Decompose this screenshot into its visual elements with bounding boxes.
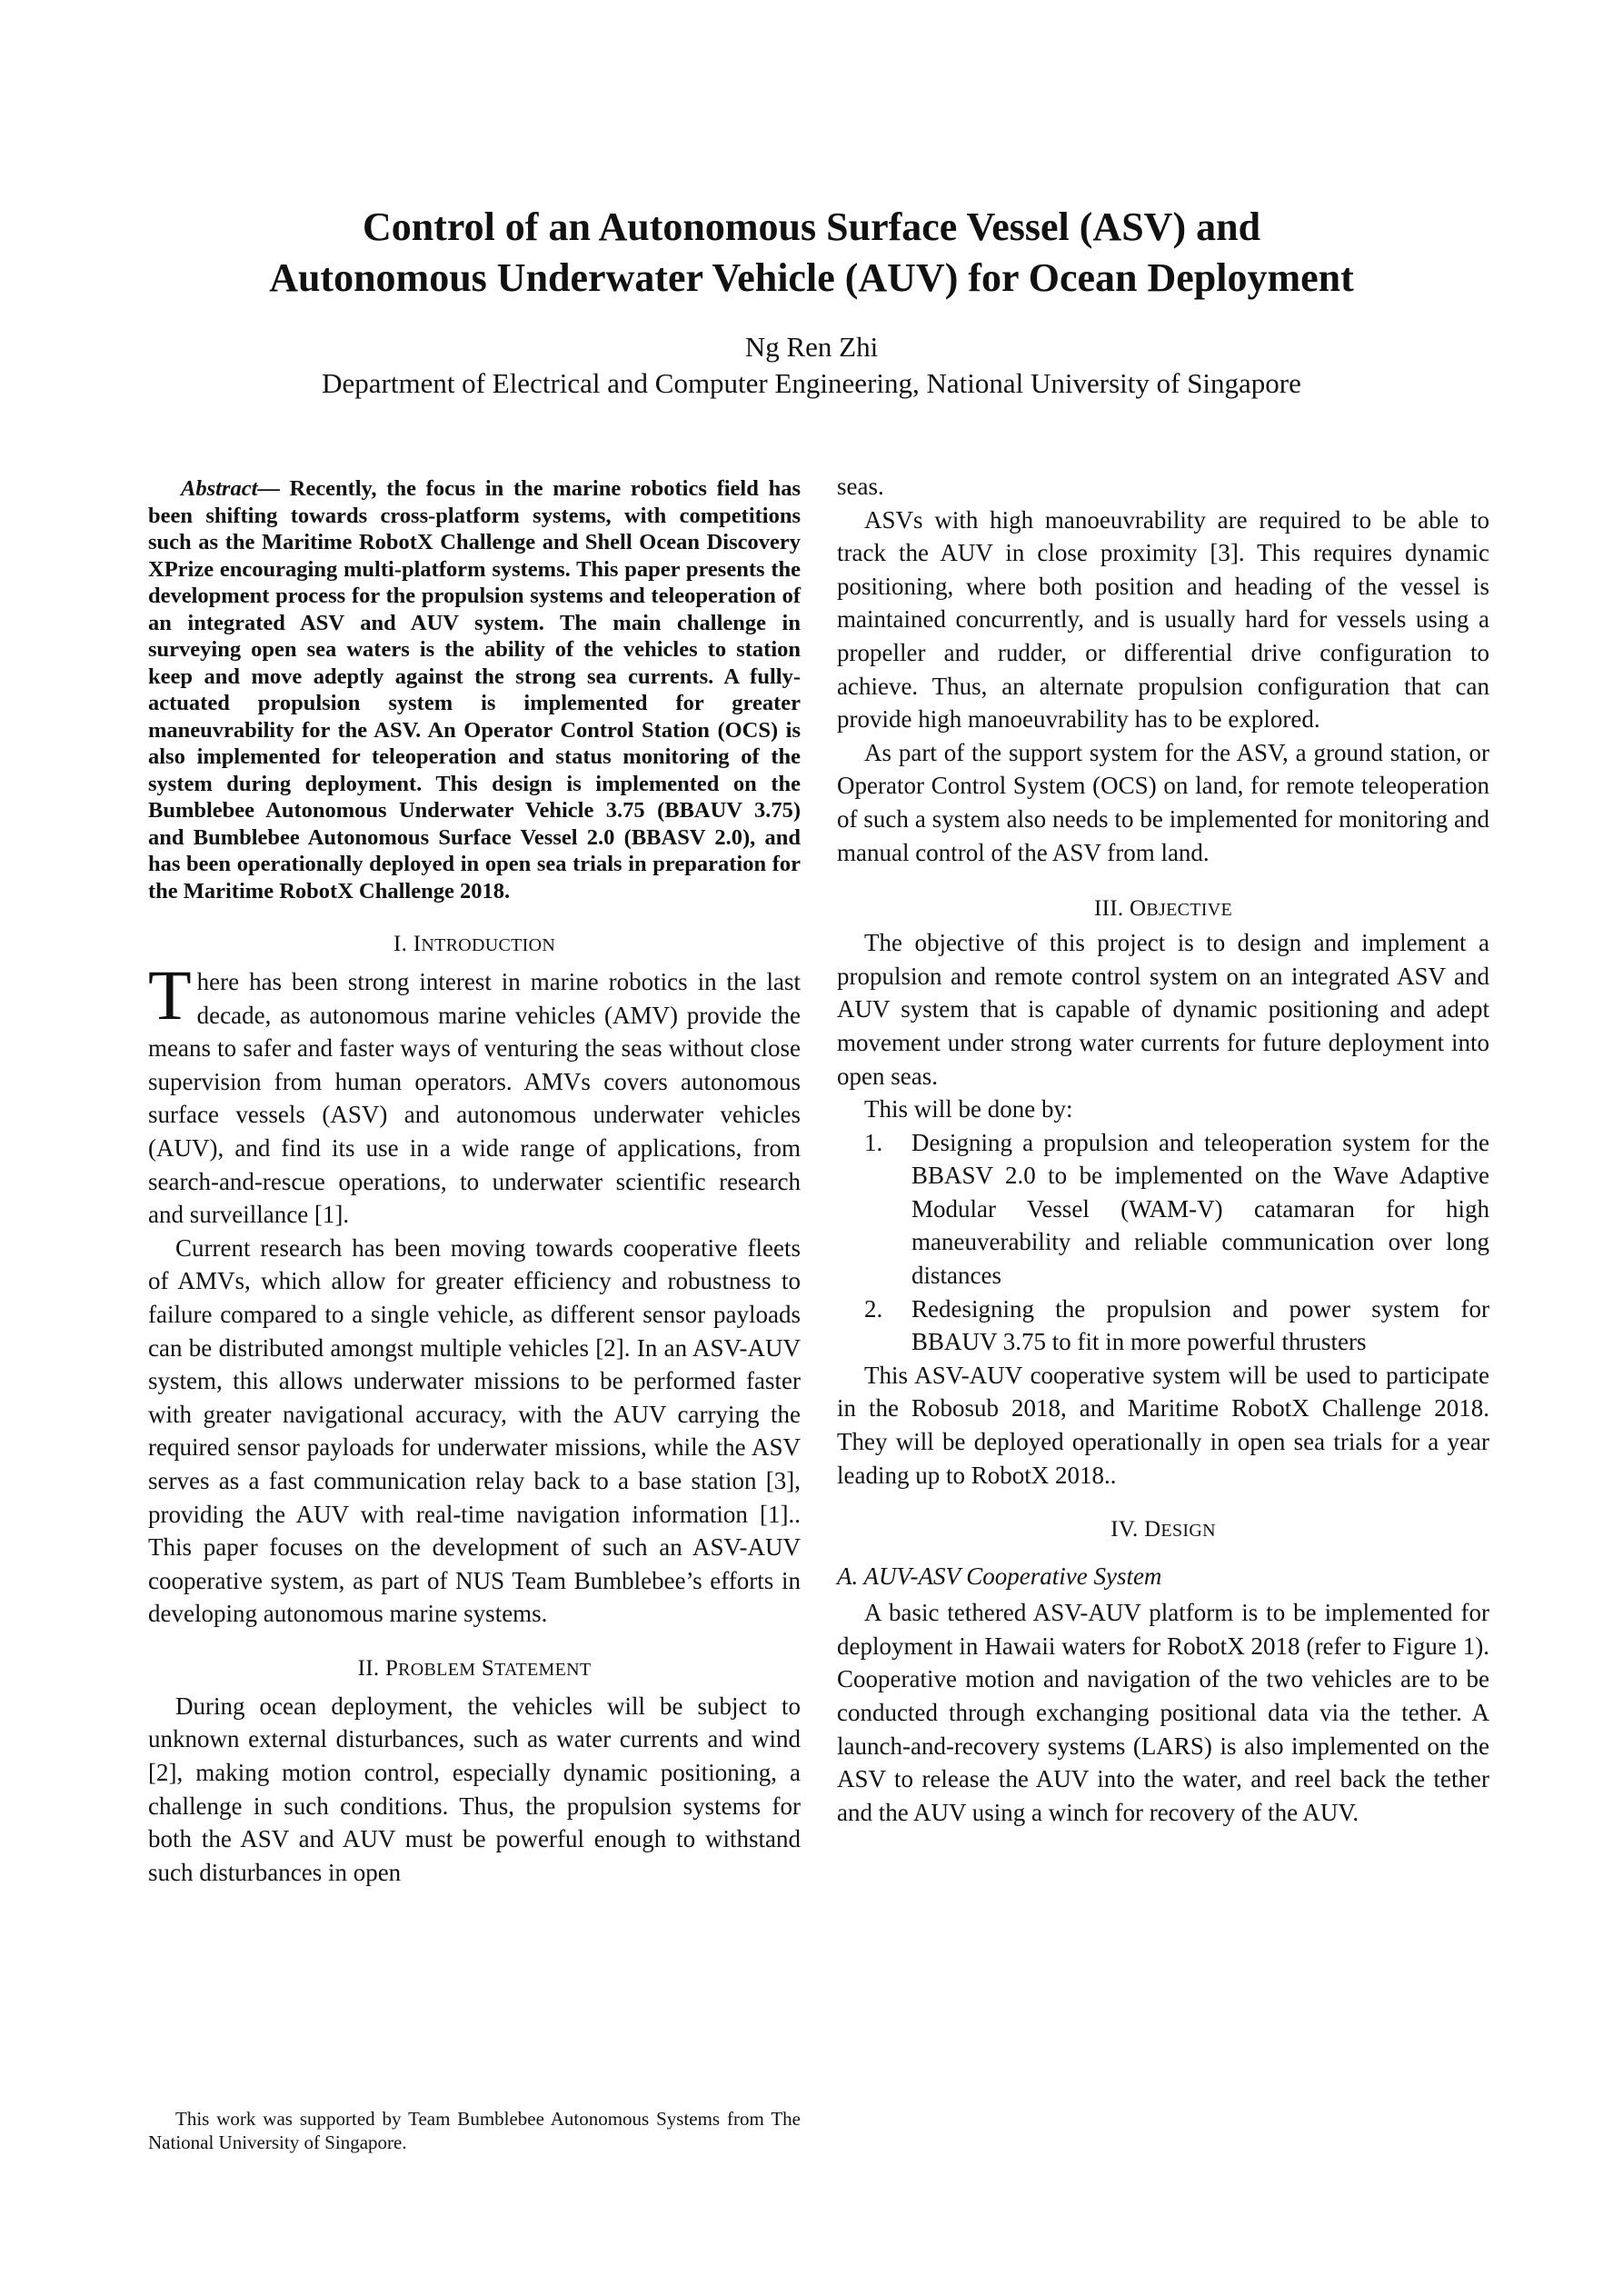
footnote: This work was supported by Team Bumblebee Autonomous Systems from The National University of Singapore. — [148, 2108, 801, 2153]
objective-list — [837, 1126, 1489, 1359]
abstract-text: — Recently, the focus in the marine robotics field has been shifting towards cross-platform systems, with competitions such as the Maritime RobotX Challenge and Shell Ocean Discovery XPrize encouraging multi-platform systems. This paper presents the development process for the propulsion systems and teleoperation of an integrated ASV and AUV system. The main challenge in surveying open sea waters is the ability of the vehicles to station keep and move adeptly against the strong sea currents. A fully-actuated propulsion system is implemented for greater maneuvrability for the ASV. An Operator Control Station (OCS) is also implemented for teleoperation and status monitoring of the system during deployment. This design is implemented on the Bumblebee Autonomous Underwater Vehicle 3.75 (BBAUV 3.75) and Bumblebee Autonomous Surface Vessel 2.0 (BBASV 2.0), and has been operationally deployed in open sea trials in preparation for the Maritime RobotX Challenge 2018. — [148, 476, 801, 903]
list-item: 2. Redesigning the propulsion and power system for BBAUV 3.75 to fit in more powerful thrusters — [864, 1294, 1489, 1356]
left-column — [148, 475, 801, 1889]
paper-title — [0, 202, 1623, 304]
list-item: 1. Designing a propulsion and teleoperation system for the BBASV 2.0 to be implemented on the Wave Adaptive Modular Vessel (WAM-V) catamaran for high maneuverability and reliable communication over long distances — [864, 1128, 1489, 1290]
subsection-heading-cooperative-system: A. AUV-ASV Cooperative System — [837, 1562, 1162, 1591]
section-heading-design: IV. DESIGN — [1110, 1517, 1216, 1542]
section-heading-objective: III. OBJECTIVE — [1094, 896, 1232, 922]
design-paragraph-1: A basic tethered ASV-AUV platform is to be implemented for deployment in Hawaii waters for RobotX 2018 (refer to Figure 1). Cooperative motion and navigation of the two vehicles are to be conducted through exchanging positional data via the tether. A launch-and-recovery systems (LARS) is also implemented on the ASV to release the AUV into the water, and reel back the tether and the AUV using a winch for recovery of the AUV. — [837, 1599, 1489, 1826]
section-heading-problem-statement: II. PROBLEM STATEMENT — [357, 1655, 592, 1681]
problem-paragraph-1: During ocean deployment, the vehicles will be subject to unknown external disturbances, such as water currents and wind [2], making motion control, especially dynamic positioning, a challenge in such conditions. Thus, the propulsion systems for both the ASV and AUV must be powerful enough to withstand such disturbances in open — [148, 1692, 801, 1886]
abstract-label: Abstract — [181, 476, 258, 501]
title-line-1: Control of an Autonomous Surface Vessel (ASV) and — [362, 205, 1261, 249]
objective-paragraph-3: This ASV-AUV cooperative system will be used to participate in the Robosub 2018, and Maritime RobotX Challenge 2018. They will be deployed operationally in open sea trials for a year leading up to RobotX 2018.. — [837, 1361, 1489, 1489]
abstract — [148, 475, 801, 904]
objective-paragraph-2: This will be done by: — [864, 1095, 1073, 1123]
intro-paragraph-2: Current research has been moving towards cooperative fleets of AMVs, which allow for greater efficiency and robustness to failure compared to a single vehicle, as different sensor payloads can be distributed amongst multiple vehicles [2]. In an ASV-AUV system, this allows underwater missions to be performed faster with greater navigational accuracy, with the AUV carrying the required sensor payloads for underwater missions, while the ASV serves as a fast communication relay back to a base station [3], providing the AUV with real-time navigation information [1].. This paper focuses on the development of such an ASV-AUV cooperative system, as part of NUS Team Bumblebee’s efforts in developing autonomous marine systems. — [148, 1233, 801, 1628]
right-column — [837, 470, 1489, 1829]
objective-paragraph-1: The objective of this project is to design and implement a propulsion and remote control system on an integrated ASV and AUV system that is capable of dynamic positioning and adept movement under strong water currents for future deployment into open seas. — [837, 929, 1489, 1090]
problem-paragraph-1-continued: seas. — [837, 473, 884, 500]
title-line-2: Autonomous Underwater Vehicle (AUV) for Ocean Deployment — [269, 255, 1354, 300]
author-affiliation: Department of Electrical and Computer Engineering, National University of Singapore — [322, 367, 1301, 399]
author-name: Ng Ren Zhi — [744, 331, 879, 363]
section-heading-introduction: I. INTRODUCTION — [393, 932, 556, 956]
intro-paragraph-1: There has been strong interest in marine robotics in the last decade, as autonomous marine vehicles (AMV) provide the means to safer and faster ways of venturing the seas without close supervision from human operators. AMVs covers autonomous surface vessels (ASV) and autonomous underwater vehicles (AUV), and find its use in a wide range of applications, from search-and-rescue operations, to underwater scientific research and surveillance [1]. — [148, 955, 801, 1229]
problem-paragraph-3: As part of the support system for the ASV, a ground station, or Operator Control System (OCS) on land, for remote teleoperation of such a system also needs to be implemented for monitoring and manual control of the ASV from land. — [837, 738, 1489, 866]
problem-paragraph-2: ASVs with high manoeuvrability are required to be able to track the AUV in close proximity [3]. This requires dynamic positioning, where both position and heading of the vessel is maintained concurrently, and is usually hard for vessels using a propeller and rudder, or differential drive configuration to achieve. Thus, an alternate propulsion configuration that can provide high manoeuvrability has to be explored. — [837, 505, 1489, 734]
drop-cap: T — [148, 955, 192, 1034]
